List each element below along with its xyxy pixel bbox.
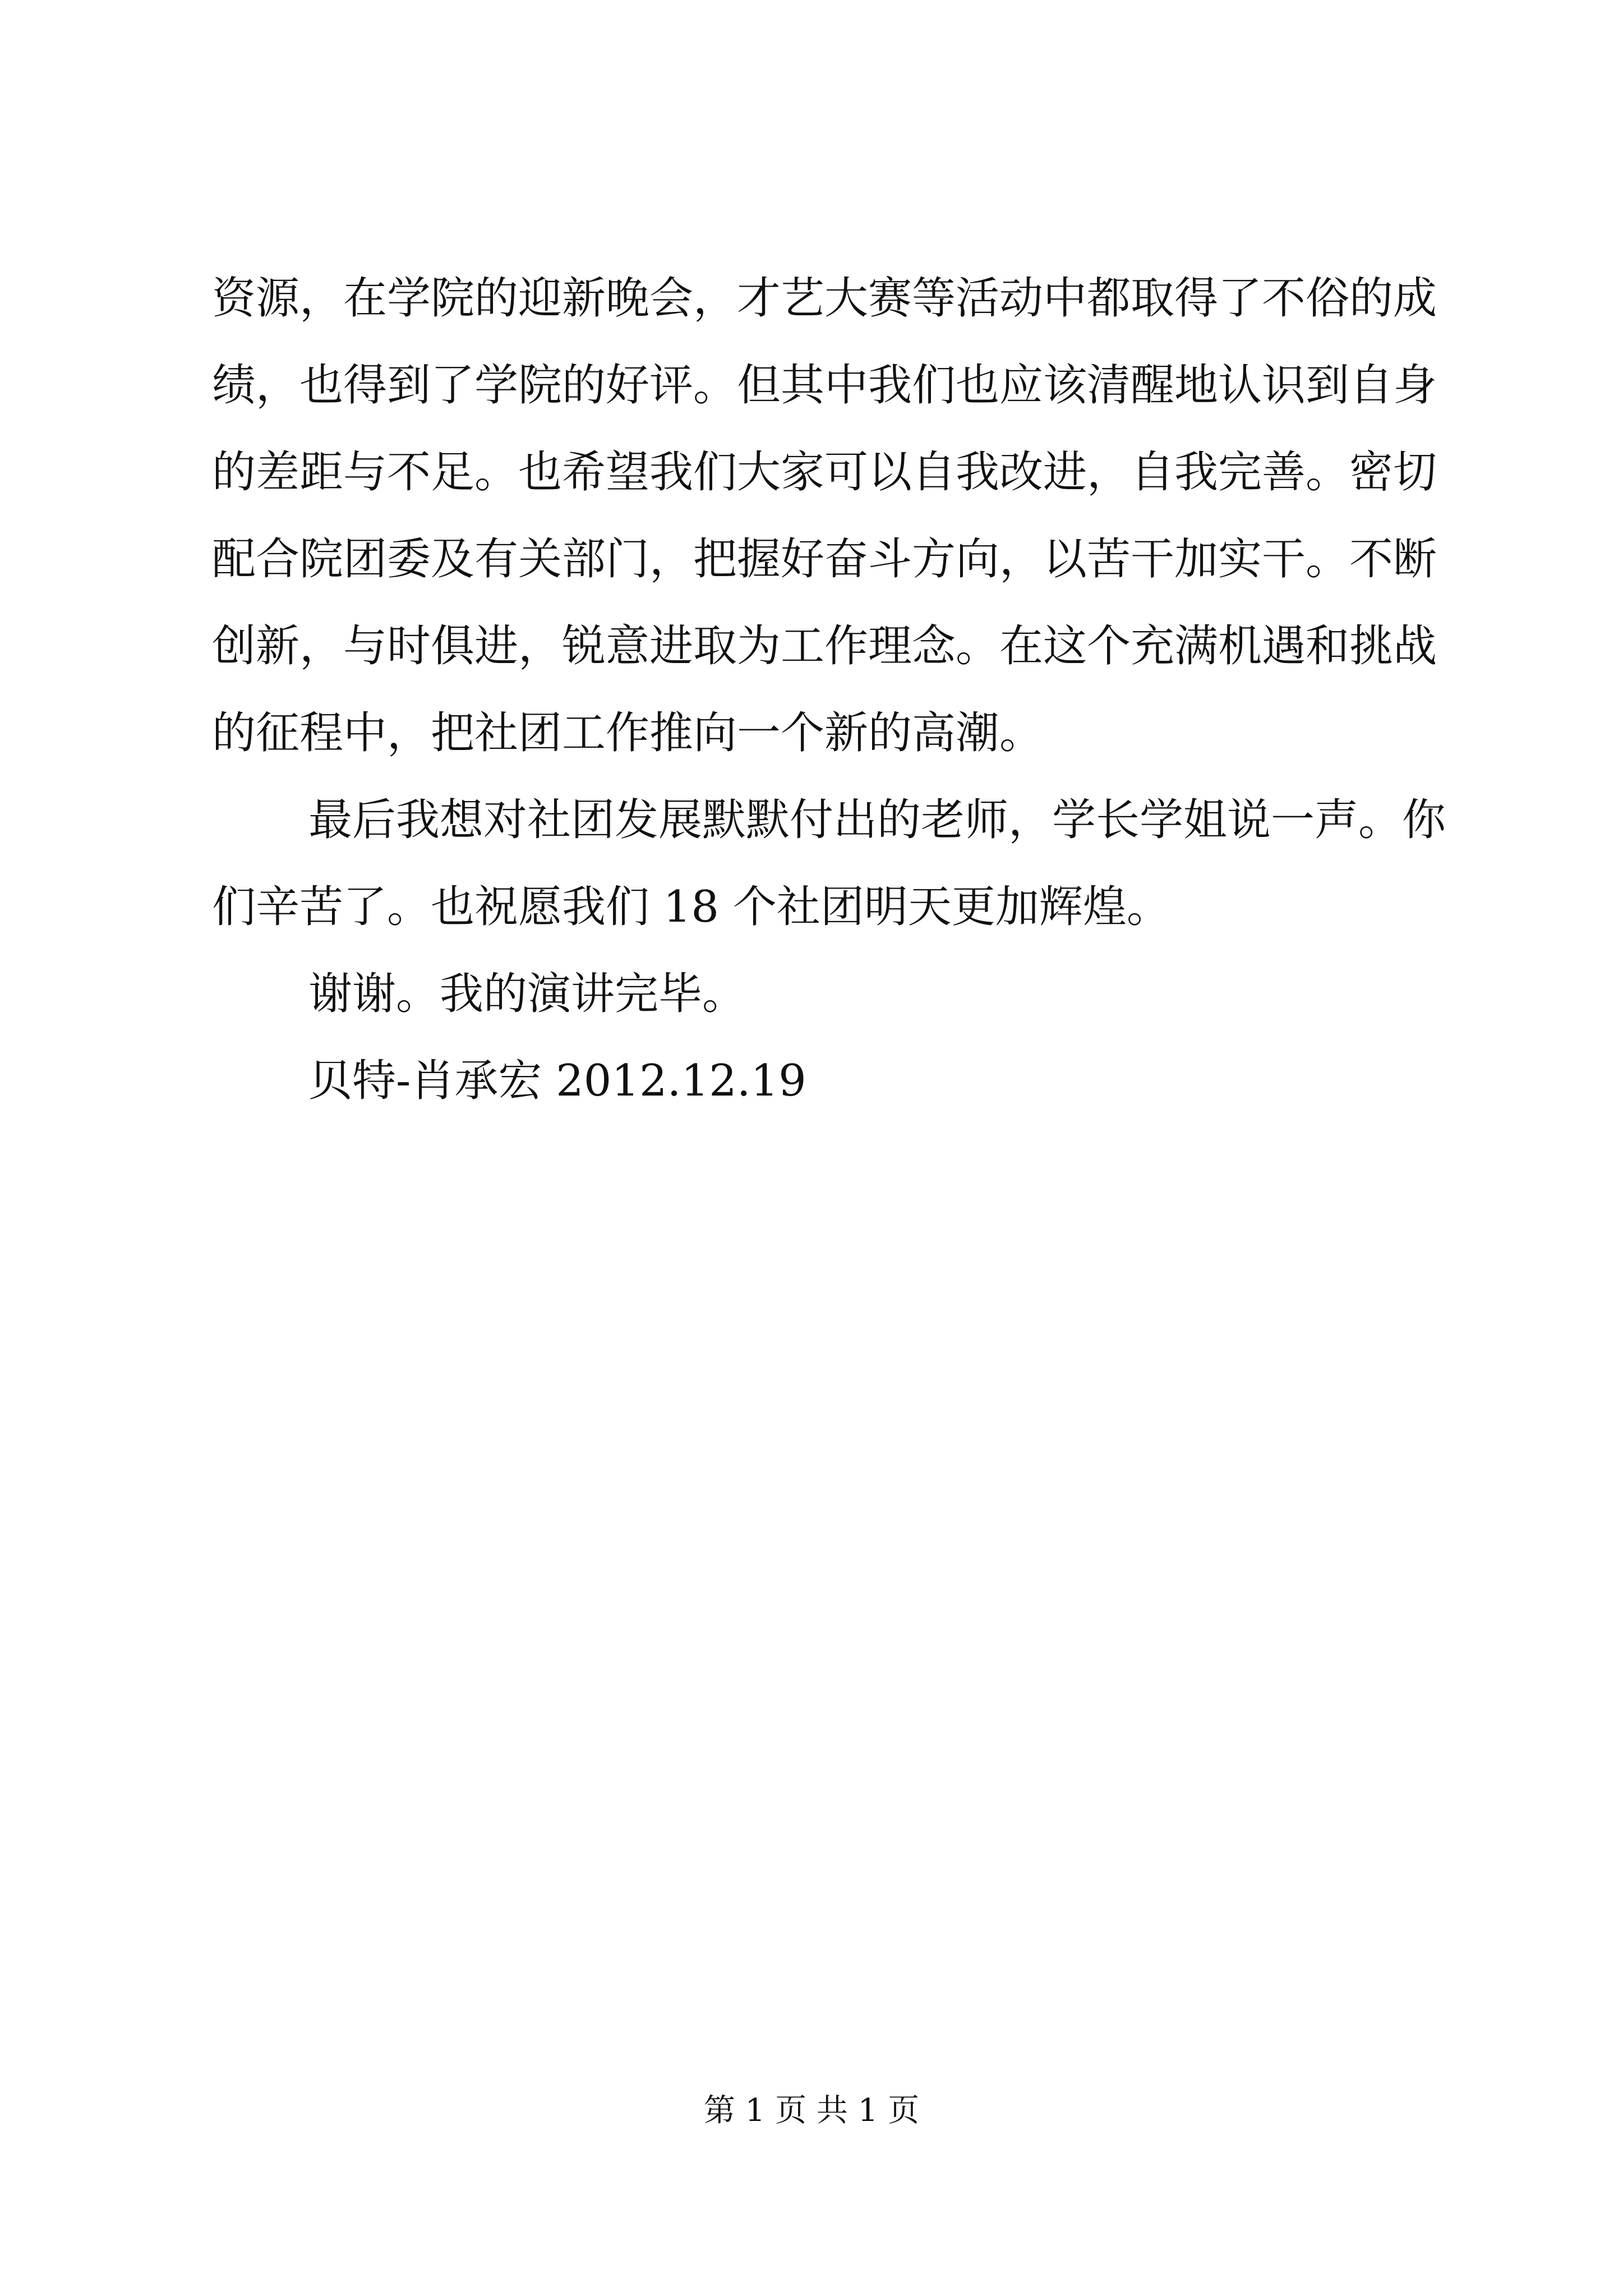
paragraph-line: 绩，也得到了学院的好评。但其中我们也应该清醒地认识到自身 xyxy=(212,360,1437,411)
document-body xyxy=(212,255,1446,1125)
paragraph-line: 的差距与不足。也希望我们大家可以自我改进，自我完善。密切 xyxy=(212,447,1437,498)
paragraph-line: 的征程中，把社团工作推向一个新的高潮。 xyxy=(212,708,1044,758)
closing-line: 谢谢。我的演讲完毕。 xyxy=(308,969,746,1019)
paragraph-line: 配合院团委及有关部门，把握好奋斗方向，以苦干加实干。不断 xyxy=(212,534,1437,585)
paragraph-line: 资源，在学院的迎新晚会，才艺大赛等活动中都取得了不俗的成 xyxy=(212,273,1437,324)
paragraph-line: 最后我想对社团发展默默付出的老师，学长学姐说一声。你 xyxy=(308,795,1446,845)
signature-line: 贝特-肖承宏 2012.12.19 xyxy=(308,1056,806,1106)
page-footer: 第 1 页 共 1 页 xyxy=(703,2092,920,2129)
paragraph-line: 们辛苦了。也祝愿我们 18 个社团明天更加辉煌。 xyxy=(212,882,1170,932)
paragraph-line: 创新，与时俱进，锐意进取为工作理念。在这个充满机遇和挑战 xyxy=(212,621,1437,671)
